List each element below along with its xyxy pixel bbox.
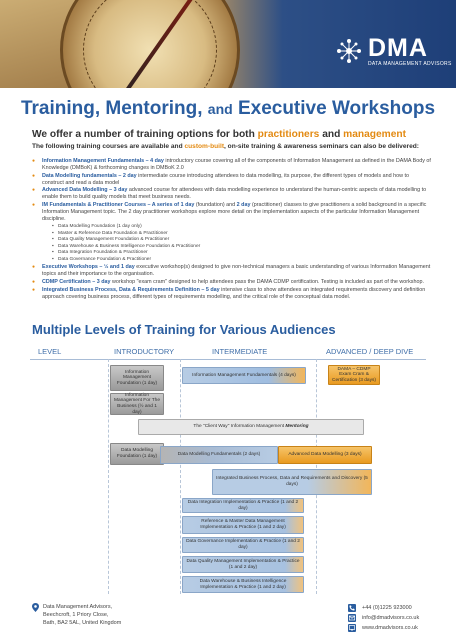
dma-logo <box>334 36 454 76</box>
list-item: ● Advanced Data Modelling – 3 day advanced course for attendees with data modelling experience to understand the human-centric aspects of data modelling to enable them to build quality models that meet business needs. <box>32 187 432 201</box>
box-dm-foundation: Data Modelling Foundation (1 day) <box>110 443 164 465</box>
location-pin-icon <box>31 603 40 612</box>
box-advanced-dm: Advanced Data Modelling (3 days) <box>278 446 372 464</box>
sub-course-list <box>32 224 432 263</box>
sub-list-item: ▪ Data Quality Management Foundation & Practitioner <box>52 237 432 244</box>
box-data-governance: Data Governance Implementation & Practice (1 and 2 day) <box>182 537 304 553</box>
compass-image <box>60 0 240 88</box>
title-and: and <box>207 101 233 117</box>
molecule-logo-icon <box>334 36 364 66</box>
box-cdmp: DAMA – CDMP Exam Cram & Certification (3 days) <box>328 365 380 385</box>
box-mentoring: The "Client Way" Information Management Mentoring <box>138 419 364 435</box>
sub-list-item: ▪ Data Modelling Foundation (1 day only) <box>52 224 432 231</box>
box-data-warehouse: Data Warehouse & Business Intelligence Implementation & Practice (1 and 2 day) <box>182 576 304 593</box>
logo-name: DMA <box>368 34 428 62</box>
address-line-2: Beechcroft, 1 Priory Close, <box>43 612 109 618</box>
intro-line-1: We offer a number of training options for both practitioners and management <box>32 129 407 140</box>
web-icon <box>348 624 356 632</box>
training-levels-diagram <box>30 343 426 594</box>
header-divider <box>30 359 426 360</box>
sub-list-item: ▪ Data Warehouse & Business Intelligence Foundation & Practitioner <box>52 244 432 251</box>
sub-list-item: ▪ Data Integration Foundation & Practitioner <box>52 250 432 257</box>
head-introductory: INTRODUCTORY <box>114 347 175 356</box>
box-im-fundamentals: Information Management Fundamentals (4 days) <box>182 367 306 384</box>
phone-icon <box>348 604 356 612</box>
list-item: ● CDMP Certification – 3 day workshop "exam cram" designed to help attendees pass the DAMA CDMP certification. Testing is included as part of the workshop. <box>32 279 432 286</box>
section-title: Multiple Levels of Training for Various Audiences <box>32 322 336 337</box>
course-list <box>32 158 432 301</box>
phone-number: +44 (0)1225 923000 <box>362 605 412 611</box>
header-banner <box>0 0 456 88</box>
website-link[interactable]: www.dmadvisors.co.uk <box>362 625 418 631</box>
compass-ring <box>83 0 217 88</box>
box-data-quality: Data Quality Management Implementation & Practice (1 and 2 day) <box>182 556 304 573</box>
intro-line-2: The following training courses are available and custom-built, on-site training & awareness seminars can also be delivered: <box>32 143 419 150</box>
list-item: ● Information Management Fundamentals – 4 day introductory course covering all of the components of Information Management as defined in the DAMA Body of Knowledge (DMBoK) & forthcoming changes in DMBoK 2.0 <box>32 158 432 172</box>
head-level: LEVEL <box>38 347 62 356</box>
box-data-integration: Data Integration Implementation & Practice (1 and 2 day) <box>182 498 304 513</box>
list-item: ● IM Fundamentals & Practitioner Courses – A series of 1 day (foundation) and 2 day (practitioner) classes to give practitioners a solid background in a specific Information Management topic. The 2 day practitioner workshops explore more detail on the implementation aspects of the particular Information Management discipline. <box>32 202 432 223</box>
column-divider <box>180 359 181 594</box>
box-master-data: Reference & Master Data Management Implementation & Practice (1 and 2 day) <box>182 516 304 534</box>
address-line-3: Bath, BA2 5AL, United Kingdom <box>43 620 122 626</box>
email-icon <box>348 614 356 622</box>
box-im-business: Information Management For The Business (½ and 1 day) <box>110 393 164 415</box>
footer <box>0 600 456 640</box>
head-intermediate: INTERMEDIATE <box>212 347 268 356</box>
list-item: ● Integrated Business Process, Data & Requirements Definition – 5 day intensive class to show attendees an integrated requirements discovery and definition approach covering business process, different types of requirements modelling, and the critical role of the conceptual data model. <box>32 287 432 301</box>
sub-list-item: ▪ Data Governance Foundation & Practitioner <box>52 257 432 264</box>
box-im-foundation: Information Management Foundation (1 day) <box>110 365 164 391</box>
box-integrated-business-process: Integrated Business Process, Data and Requirements and Discovery (5 days) <box>212 469 372 495</box>
logo-subtitle: DATA MANAGEMENT ADVISORS <box>368 61 452 67</box>
email-link[interactable]: info@dmadvisors.co.uk <box>362 615 420 621</box>
title-part2: Executive Workshops <box>237 98 436 119</box>
page-title <box>0 98 456 120</box>
title-part1: Training, Mentoring, <box>20 98 203 119</box>
list-item: ● Executive Workshops – ½ and 1 day executive workshop(s) designed to give non-technical managers a basic understanding of various Information Management topics and their importance to the organisation. <box>32 264 432 278</box>
list-item: ● Data Modelling fundamentals – 2 day intermediate course introducing attendees to data modelling, its purpose, the different types of models and how to construct and read a data model <box>32 173 432 187</box>
box-dm-fundamentals: Data Modelling Fundamentals (2 days) <box>160 446 278 464</box>
address-line-1: Data Management Advisors, <box>43 604 113 610</box>
column-divider <box>108 359 109 594</box>
sub-list-item: ▪ Master & Reference Data Foundation & Practitioner <box>52 231 432 238</box>
head-advanced: ADVANCED / DEEP DIVE <box>326 347 414 356</box>
